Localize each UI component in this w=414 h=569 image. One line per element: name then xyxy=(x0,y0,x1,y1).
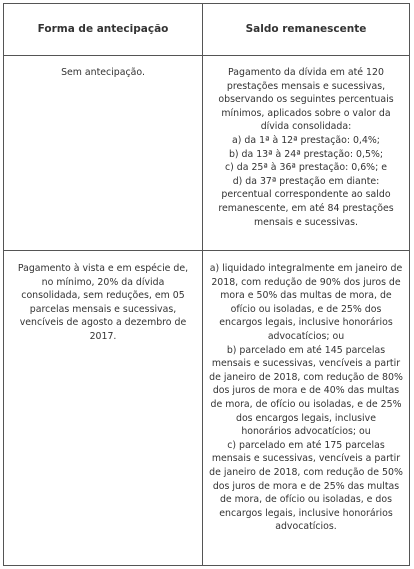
text-line: de janeiro de 2018, com redução de 80% xyxy=(209,371,403,383)
text-line: consolidada, sem reduções, em 05 xyxy=(21,290,185,302)
text-line: de mora, de ofício ou isoladas, e dos xyxy=(219,494,393,506)
text-line: ofício ou isoladas, e de 25% dos xyxy=(230,303,382,315)
text-line: dívida consolidada: xyxy=(260,121,352,133)
row-2-forma-cell xyxy=(8,262,198,344)
text-line: mensais e sucessivas, vencíveis a partir xyxy=(211,453,401,465)
text-line: advocatícios. xyxy=(275,521,337,533)
text-line: mensais e sucessivas, vencíveis a partir xyxy=(211,358,401,370)
text-line: a) da 1ª à 12ª prestação: 0,4%; xyxy=(232,134,380,146)
column-divider xyxy=(202,4,203,565)
text-line: mensais e sucessivas. xyxy=(254,216,358,228)
text-line: prestações mensais e sucessivas, xyxy=(226,80,386,92)
text-line: dos juros de mora e de 25% das multas xyxy=(212,480,400,492)
header-divider xyxy=(4,55,409,56)
text-line: percentual correspondente ao saldo xyxy=(221,189,391,201)
text-line: honorários advocatícios; ou xyxy=(241,426,371,438)
text-line: observando os seguintes percentuais xyxy=(218,94,394,106)
text-line: de mora, de ofício ou isoladas, e de 25% xyxy=(210,398,402,410)
text-line: mora e 50% das multas de mora, de xyxy=(220,290,392,302)
text-line: b) da 13ª à 24ª prestação: 0,5%; xyxy=(228,148,384,160)
text-line: c) parcelado em até 175 parcelas xyxy=(227,439,385,451)
header-forma-de-antecipacao: Forma de antecipação xyxy=(37,23,169,35)
text-line: remanescente, em até 84 prestações xyxy=(218,202,394,214)
text-line: a) liquidado integralmente em janeiro de xyxy=(209,263,403,274)
text-line: parcelas mensais e sucessivas, xyxy=(29,303,177,315)
text-line: Pagamento à vista e em espécie de, xyxy=(17,263,189,274)
text-line: 2017. xyxy=(89,330,117,342)
table xyxy=(3,3,410,566)
text-line: Pagamento da dívida em até 120 xyxy=(228,67,384,78)
header-saldo-remanescente: Saldo remanescente xyxy=(245,23,367,35)
row-divider xyxy=(4,250,409,251)
row-2-saldo-cell xyxy=(205,262,407,534)
text-line: Sem antecipação. xyxy=(61,67,145,78)
row-1-saldo-cell xyxy=(205,66,407,229)
text-line: b) parcelado em até 145 parcelas xyxy=(226,344,386,356)
text-line: advocatícios; ou xyxy=(267,330,345,342)
text-line: mínimos, aplicados sobre o valor da xyxy=(221,107,391,119)
text-line: vencíveis de agosto a dezembro de xyxy=(19,317,187,329)
text-line: dos juros de mora e de 40% das multas xyxy=(212,385,400,397)
text-line: no mínimo, 20% da dívida xyxy=(41,276,165,288)
row-1-forma-cell xyxy=(8,66,198,80)
text-line: encargos legais, inclusive honorários xyxy=(219,507,393,519)
text-line: dos encargos legais, inclusive xyxy=(236,412,376,424)
text-line: encargos legais, inclusive honorários xyxy=(219,317,393,329)
text-line: 2018, com redução de 90% dos juros de xyxy=(211,276,401,288)
text-line: de janeiro de 2018, com redução de 50% xyxy=(209,466,403,478)
text-line: d) da 37ª prestação em diante: xyxy=(232,175,380,187)
text-line: c) da 25ª à 36ª prestação: 0,6%; e xyxy=(224,162,388,174)
